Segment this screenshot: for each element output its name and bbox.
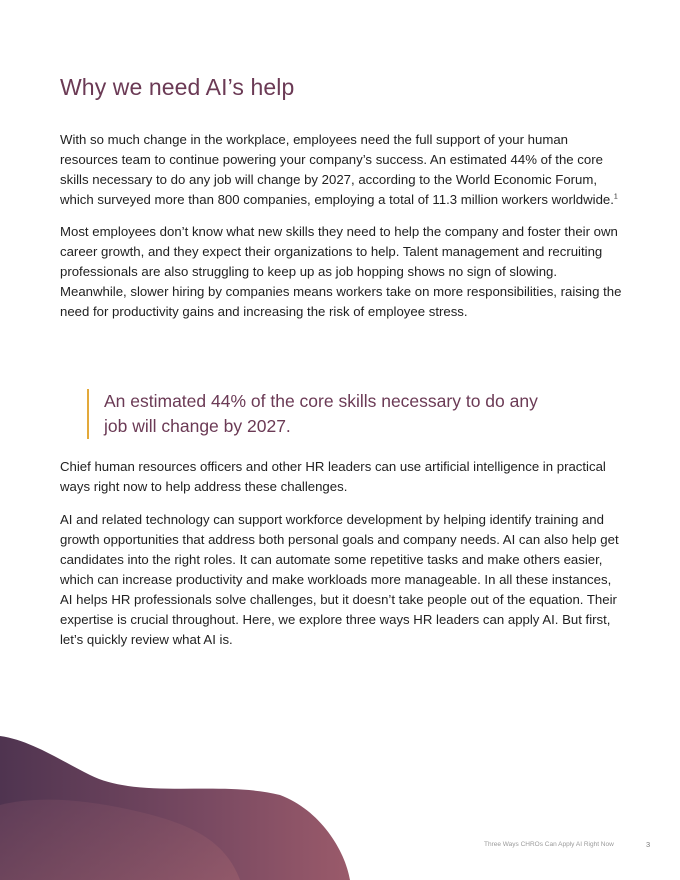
footer-document-title: Three Ways CHROs Can Apply AI Right Now: [484, 841, 614, 848]
paragraph-1-text: With so much change in the workplace, employees need the full support of your human resources team to continue powering your company’s success. An estimated 44% of the core skills necessary to do any job will change by 2027, according to the World Economic Forum, which surveyed more than 800 companies, employing a total of 11.3 million workers worldwide.: [60, 132, 614, 207]
footnote-marker: 1: [613, 193, 618, 201]
page-title: Why we need AI’s help: [60, 74, 295, 100]
body-text-upper: [60, 130, 624, 322]
pull-quote: An estimated 44% of the core skills necessary to do any job will change by 2027.: [87, 389, 544, 439]
paragraph-3: Chief human resources officers and other HR leaders can use artificial intelligence in practical ways right now to help address these challenges.: [60, 459, 606, 494]
page-number: 3: [646, 840, 651, 849]
body-text-lower: [60, 457, 624, 663]
paragraph-1: [60, 130, 624, 210]
decorative-wave: [0, 700, 680, 880]
paragraph-4: AI and related technology can support workforce development by helping identify training and growth opportunities that address both personal goals and company needs. AI can also help get candidates into the right roles. It can automate some repetitive tasks and make others easier, which can increase productivity and make workloads more manageable. In all these instances, AI helps HR professionals solve challenges, but it doesn’t take people out of the equation. Their expertise is crucial throughout. Here, we explore three ways HR leaders can apply AI. But first, let’s quickly review what AI is.: [60, 512, 619, 647]
paragraph-2: Most employees don’t know what new skills they need to help the company and foster their own career growth, and they expect their organizations to help. Talent management and recruiting professionals are also struggling to keep up as job hopping shows no sign of slowing. Meanwhile, slower hiring by companies means workers take on more responsibilities, raising the need for productivity gains and increasing the risk of employee stress.: [60, 224, 622, 319]
